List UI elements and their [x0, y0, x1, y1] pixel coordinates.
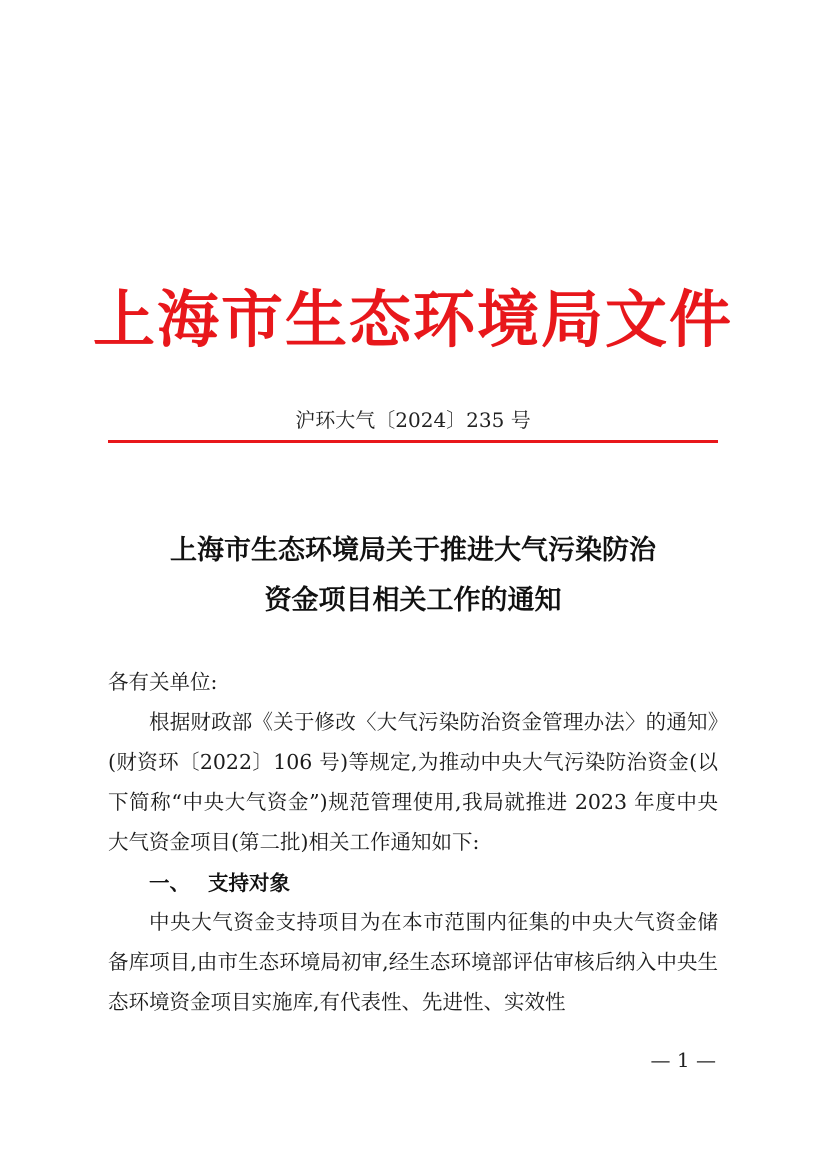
- section-heading-1: [149, 866, 290, 896]
- document-title-line-1: 上海市生态环境局关于推进大气污染防治: [170, 535, 656, 566]
- red-divider: [108, 440, 718, 443]
- paragraph-support-target: 中央大气资金支持项目为在本市范围内征集的中央大气资金储备库项目,由市生态环境局初审,经生态环境部评估审核后纳入中央生态环境资金项目实施库,有代表性、先进性、实效性: [108, 910, 718, 1014]
- section-number: 一、: [149, 871, 190, 895]
- issuer-heading: 上海市生态环境局文件: [92, 283, 733, 356]
- section-title: 支持对象: [208, 871, 290, 895]
- paragraph-intro: 根据财政部《关于修改〈大气污染防治资金管理办法〉的通知》(财资环〔2022〕106 号)等规定,为推动中央大气污染防治资金(以下简称“中央大气资金”)规范管理使用,我局就推进 2023 年度中央大气资金项目(第二批)相关工作通知如下:: [108, 710, 718, 854]
- page-number: — 1 —: [650, 1048, 716, 1072]
- document-number: 沪环大气〔2024〕235 号: [295, 408, 531, 432]
- salutation: 各有关单位:: [108, 670, 218, 694]
- document-title-line-2: 资金项目相关工作的通知: [264, 585, 562, 616]
